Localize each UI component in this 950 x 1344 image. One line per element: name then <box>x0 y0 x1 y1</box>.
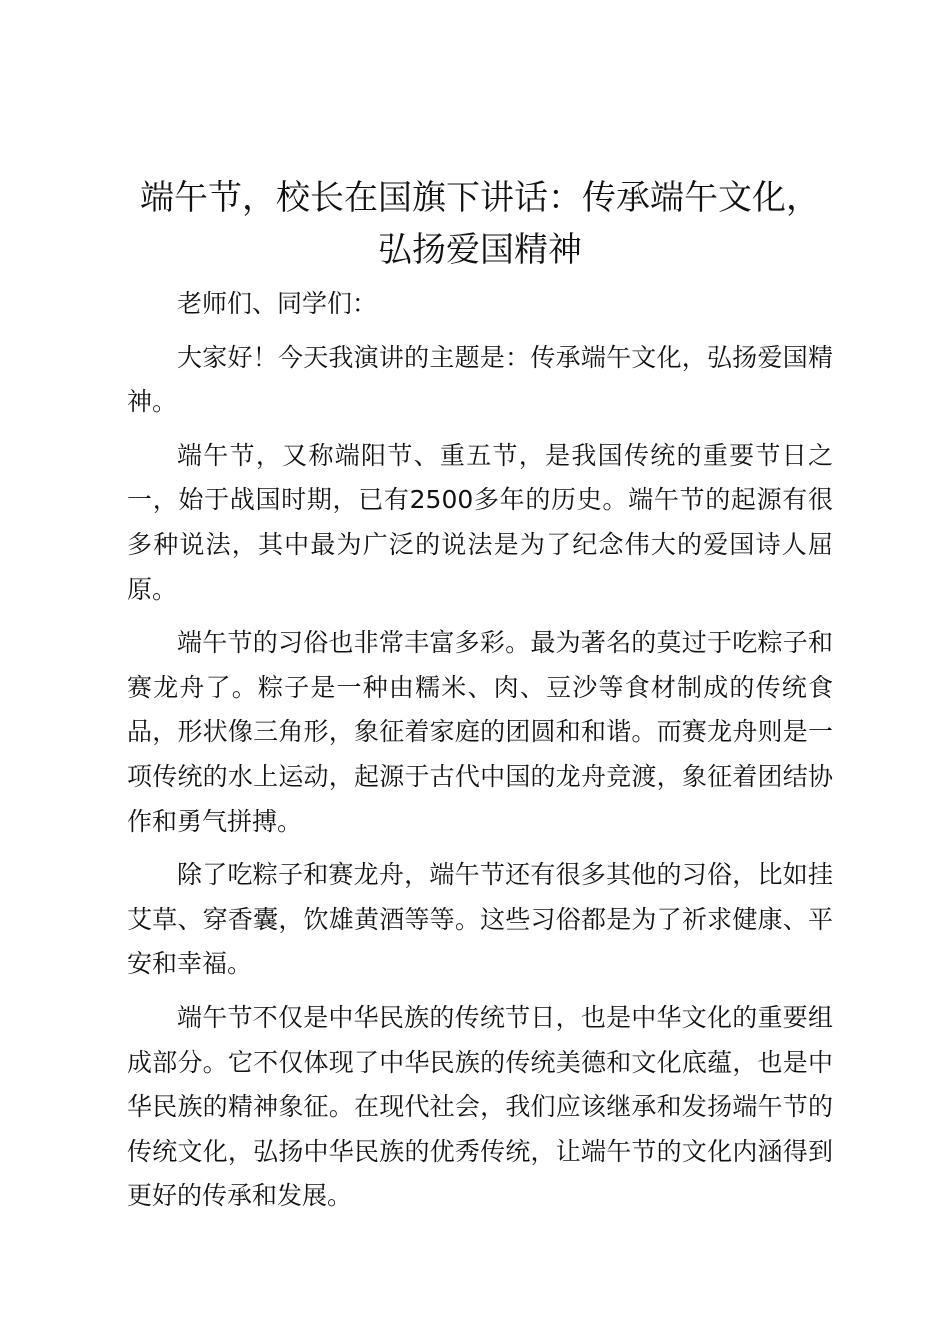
paragraph-origin: 端午节，又称端阳节、重五节，是我国传统的重要节日之一，始于战国时期，已有2500多年的历史。端午节的起源有很多种说法，其中最为广泛的说法是为了纪念伟大的爱国诗人屈原。 <box>127 440 833 604</box>
paragraph-greeting: 大家好！今天我演讲的主题是：传承端午文化，弘扬爱国精神。 <box>127 342 833 417</box>
paragraph-other-customs: 除了吃粽子和赛龙舟，端午节还有很多其他的习俗，比如挂艾草、穿香囊，饮雄黄酒等等。这些习俗都是为了祈求健康、平安和幸福。 <box>127 860 833 979</box>
salutation: 老师们、同学们： <box>177 289 378 318</box>
document-title: 端午节，校长在国旗下讲话：传承端午文化，弘扬爱国精神 <box>140 178 820 270</box>
paragraph-customs: 端午节的习俗也非常丰富多彩。最为著名的莫过于吃粽子和赛龙舟了。粽子是一种由糯米、肉、豆沙等食材制成的传统食品，形状像三角形，象征着家庭的团圆和和谐。而赛龙舟则是一项传统的水上运动，起源于古代中国的龙舟竞渡，象征着团结协作和勇气拼搏。 <box>127 628 833 836</box>
document-page <box>127 172 833 1219</box>
paragraph-significance: 端午节不仅是中华民族的传统节日，也是中华文化的重要组成部分。它不仅体现了中华民族的传统美德和文化底蕴，也是中华民族的精神象征。在现代社会，我们应该继承和发扬端午节的传统文化，弘扬中华民族的优秀传统，让端午节的文化内涵得到更好的传承和发展。 <box>127 1002 833 1211</box>
